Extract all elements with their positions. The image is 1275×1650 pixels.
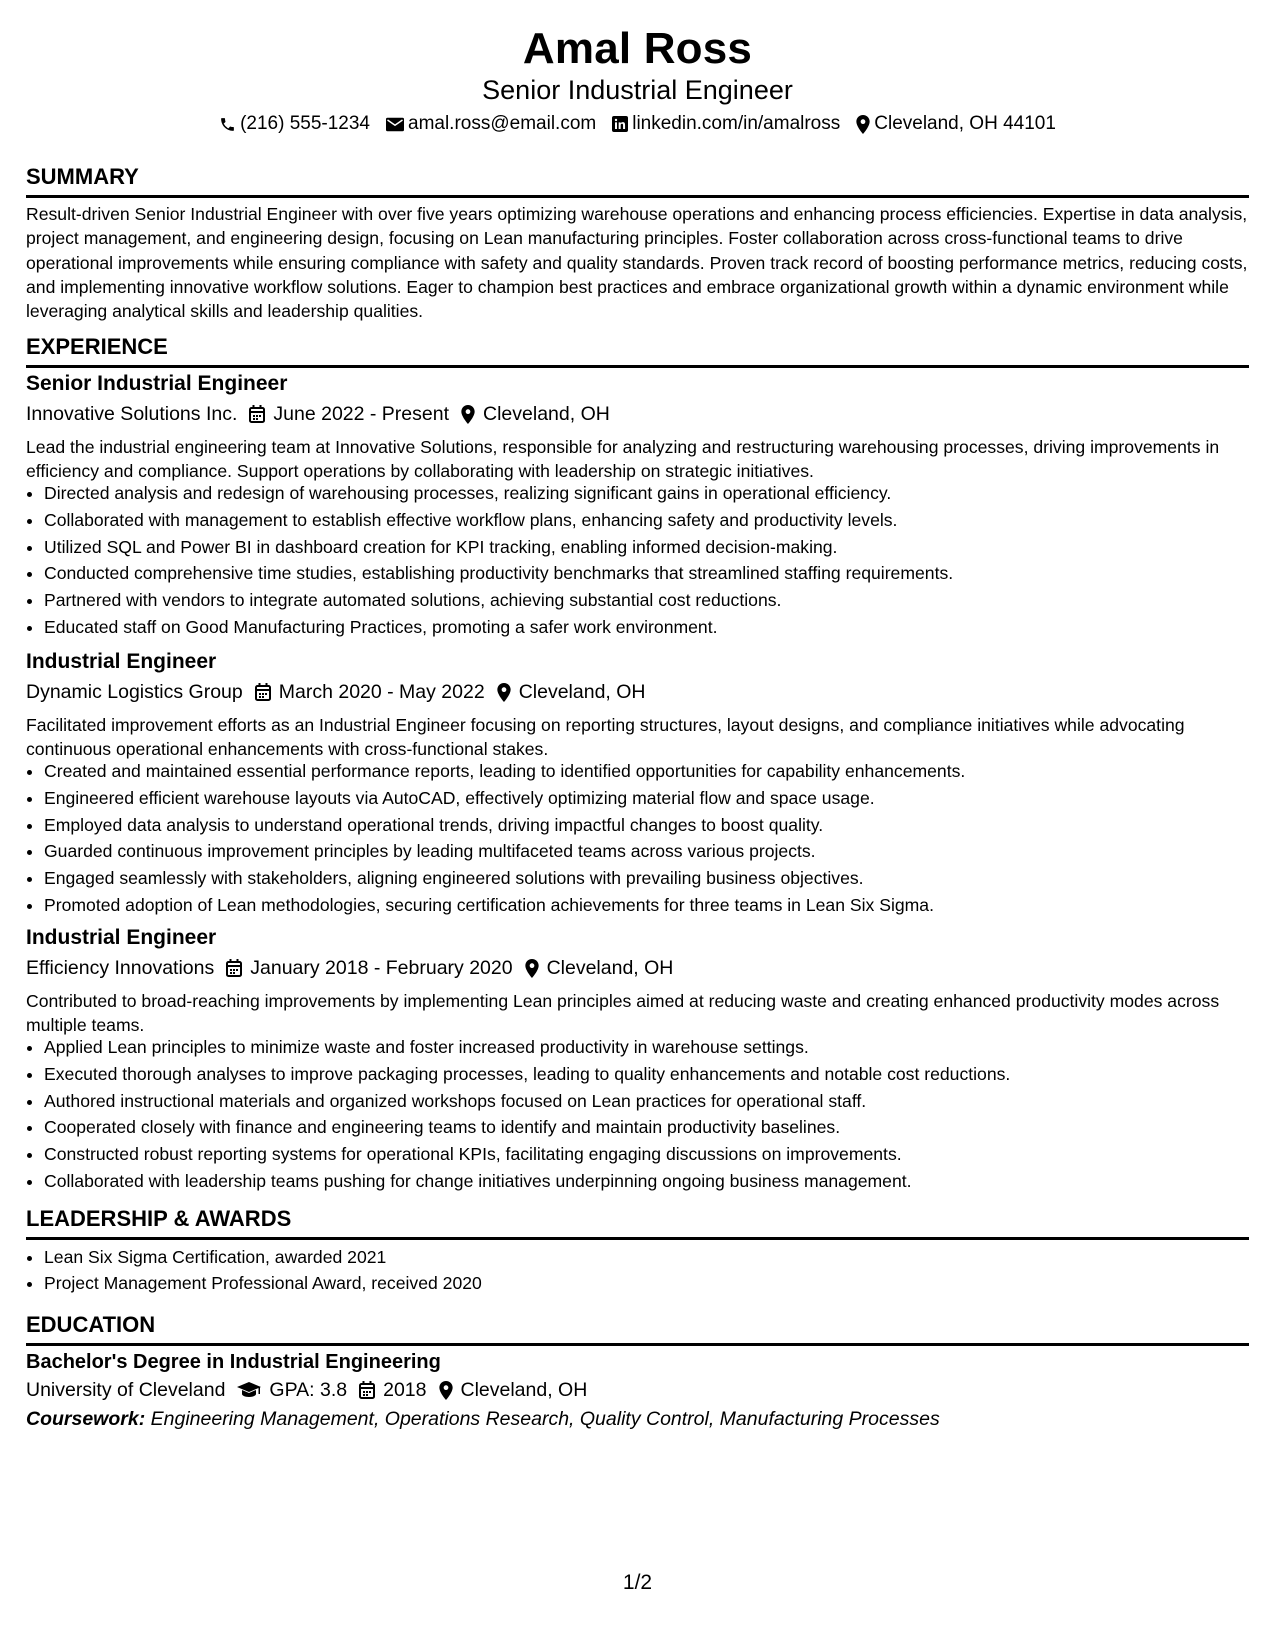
job-dates: January 2018 - February 2020	[250, 957, 513, 979]
email-text: amal.ross@email.com	[408, 113, 597, 134]
job-location: Cleveland, OH	[483, 403, 610, 425]
school-name: University of Cleveland	[26, 1379, 226, 1401]
contact-location	[856, 112, 1056, 136]
job-description: Facilitated improvement efforts as an Industrial Engineer focusing on reporting structures, layout designs, and compliance initiatives while advocating continuous operational enhancements with cross-functional stakes.	[26, 715, 1185, 760]
coursework-line	[26, 1406, 940, 1432]
section-heading-education: EDUCATION	[26, 1312, 1249, 1346]
list-item: • Conducted comprehensive time studies, establishing productivity benchmarks that streamlined staffing requirements.	[44, 560, 1249, 587]
job-title: Industrial Engineer	[26, 926, 217, 949]
list-item: • Partnered with vendors to integrate automated solutions, achieving substantial cost reductions.	[44, 587, 1249, 614]
list-item: • Lean Six Sigma Certification, awarded 2021	[44, 1244, 1249, 1270]
school-location: Cleveland, OH	[460, 1379, 588, 1401]
degree-title: Bachelor's Degree in Industrial Engineering	[26, 1351, 441, 1373]
list-item: • Executed thorough analyses to improve packaging processes, leading to quality enhancements and notable cost reductions.	[44, 1061, 1249, 1088]
list-item: • Employed data analysis to understand operational trends, driving impactful changes to boost quality.	[44, 812, 1249, 839]
section-heading-summary: SUMMARY	[26, 164, 1249, 198]
job-title: Senior Industrial Engineer	[26, 372, 288, 395]
map-pin-icon	[525, 959, 539, 978]
phone-icon	[219, 116, 236, 133]
job-meta	[26, 401, 610, 427]
list-item: • Collaborated with leadership teams pushing for change initiatives underpinning ongoing business management.	[44, 1168, 1249, 1195]
candidate-name: Amal Ross	[522, 24, 753, 73]
list-item: • Engaged seamlessly with stakeholders, aligning engineered solutions with prevailing business objectives.	[44, 865, 1249, 892]
company-name: Innovative Solutions Inc.	[26, 403, 238, 425]
map-pin-icon	[856, 115, 870, 134]
candidate-title: Senior Industrial Engineer	[482, 75, 793, 105]
company-name: Efficiency Innovations	[26, 957, 215, 979]
map-pin-icon	[497, 683, 511, 702]
map-pin-icon	[439, 1381, 453, 1400]
list-item: • Constructed robust reporting systems for operational KPIs, facilitating engaging discussions on improvements.	[44, 1141, 1249, 1168]
job-location: Cleveland, OH	[546, 957, 674, 979]
location-text: Cleveland, OH 44101	[874, 113, 1056, 134]
job-description: Lead the industrial engineering team at Innovative Solutions, responsible for analyzing and restructuring warehousing processes, driving improvements in efficiency and compliance. Support operations by collaborating with leadership on strategic initiatives.	[26, 437, 1220, 482]
linkedin-text: linkedin.com/in/amalross	[632, 113, 841, 134]
list-item: • Authored instructional materials and organized workshops focused on Lean practices for operational staff.	[44, 1088, 1249, 1115]
list-item: • Created and maintained essential performance reports, leading to identified opportunities for capability enhancements.	[44, 758, 1249, 785]
calendar-icon	[249, 405, 265, 423]
job-dates: March 2020 - May 2022	[278, 681, 485, 703]
job-bullets	[26, 758, 1249, 919]
coursework-label: Coursework:	[26, 1408, 146, 1430]
list-item: • Project Management Professional Award, received 2020	[44, 1270, 1249, 1296]
job-bullets	[26, 1034, 1249, 1195]
list-item: • Collaborated with management to establish effective workflow plans, enhancing safety and productivity levels.	[44, 507, 1249, 534]
section-heading-leadership: LEADERSHIP & AWARDS	[26, 1206, 1249, 1240]
summary-text: Result-driven Senior Industrial Engineer with over five years optimizing warehouse operations and enhancing process efficiencies. Expertise in data analysis, project management, and engineering design, focusing on Lean manufacturing principles. Foster collaboration across cross-functional teams to drive operational improvements while ensuring compliance with safety and quality standards. Proven track record of boosting performance metrics, reducing costs, and implementing innovative workflow solutions. Eager to champion best practices and embrace organizational growth within a dynamic environment while leveraging analytical skills and leadership qualities.	[26, 204, 1248, 322]
contact-linkedin[interactable]	[612, 112, 840, 136]
job-dates: June 2022 - Present	[273, 403, 450, 425]
contact-email[interactable]	[386, 112, 596, 136]
calendar-icon	[359, 1381, 375, 1399]
list-item: • Guarded continuous improvement principles by leading multifaceted teams across various projects.	[44, 838, 1249, 865]
awards-list	[26, 1244, 1249, 1296]
job-meta	[26, 679, 646, 705]
job-location: Cleveland, OH	[518, 681, 646, 703]
job-meta	[26, 955, 673, 981]
map-pin-icon	[461, 405, 475, 424]
list-item: • Educated staff on Good Manufacturing Practices, promoting a safer work environment.	[44, 614, 1249, 641]
calendar-icon	[226, 959, 242, 977]
list-item: • Promoted adoption of Lean methodologies, securing certification achievements for three teams in Lean Six Sigma.	[44, 892, 1249, 919]
company-name: Dynamic Logistics Group	[26, 681, 243, 703]
list-item: • Utilized SQL and Power BI in dashboard creation for KPI tracking, enabling informed decision-making.	[44, 534, 1249, 561]
job-title: Industrial Engineer	[26, 650, 217, 673]
graduation-cap-icon	[237, 1382, 261, 1398]
job-description: Contributed to broad-reaching improvements by implementing Lean principles aimed at reducing waste and creating enhanced productivity modes across multiple teams.	[26, 991, 1220, 1036]
graduation-year: 2018	[383, 1379, 427, 1401]
list-item: • Engineered efficient warehouse layouts via AutoCAD, effectively optimizing material flow and space usage.	[44, 785, 1249, 812]
list-item: • Applied Lean principles to minimize waste and foster increased productivity in warehouse settings.	[44, 1034, 1249, 1061]
page-number: 1/2	[622, 1571, 653, 1594]
linkedin-icon	[612, 116, 628, 132]
coursework-list: Engineering Management, Operations Research, Quality Control, Manufacturing Processes	[150, 1408, 940, 1430]
gpa: GPA: 3.8	[269, 1379, 348, 1401]
contact-phone[interactable]	[219, 112, 370, 136]
list-item: • Directed analysis and redesign of warehousing processes, realizing significant gains in operational efficiency.	[44, 480, 1249, 507]
calendar-icon	[255, 683, 271, 701]
job-bullets	[26, 480, 1249, 641]
contact-row	[26, 112, 1249, 136]
resume-page	[26, 0, 1249, 1650]
education-meta	[26, 1377, 587, 1403]
phone-text: (216) 555-1234	[240, 113, 370, 134]
list-item: • Cooperated closely with finance and engineering teams to identify and maintain productivity baselines.	[44, 1114, 1249, 1141]
section-heading-experience: EXPERIENCE	[26, 334, 1249, 368]
envelope-icon	[386, 117, 404, 132]
